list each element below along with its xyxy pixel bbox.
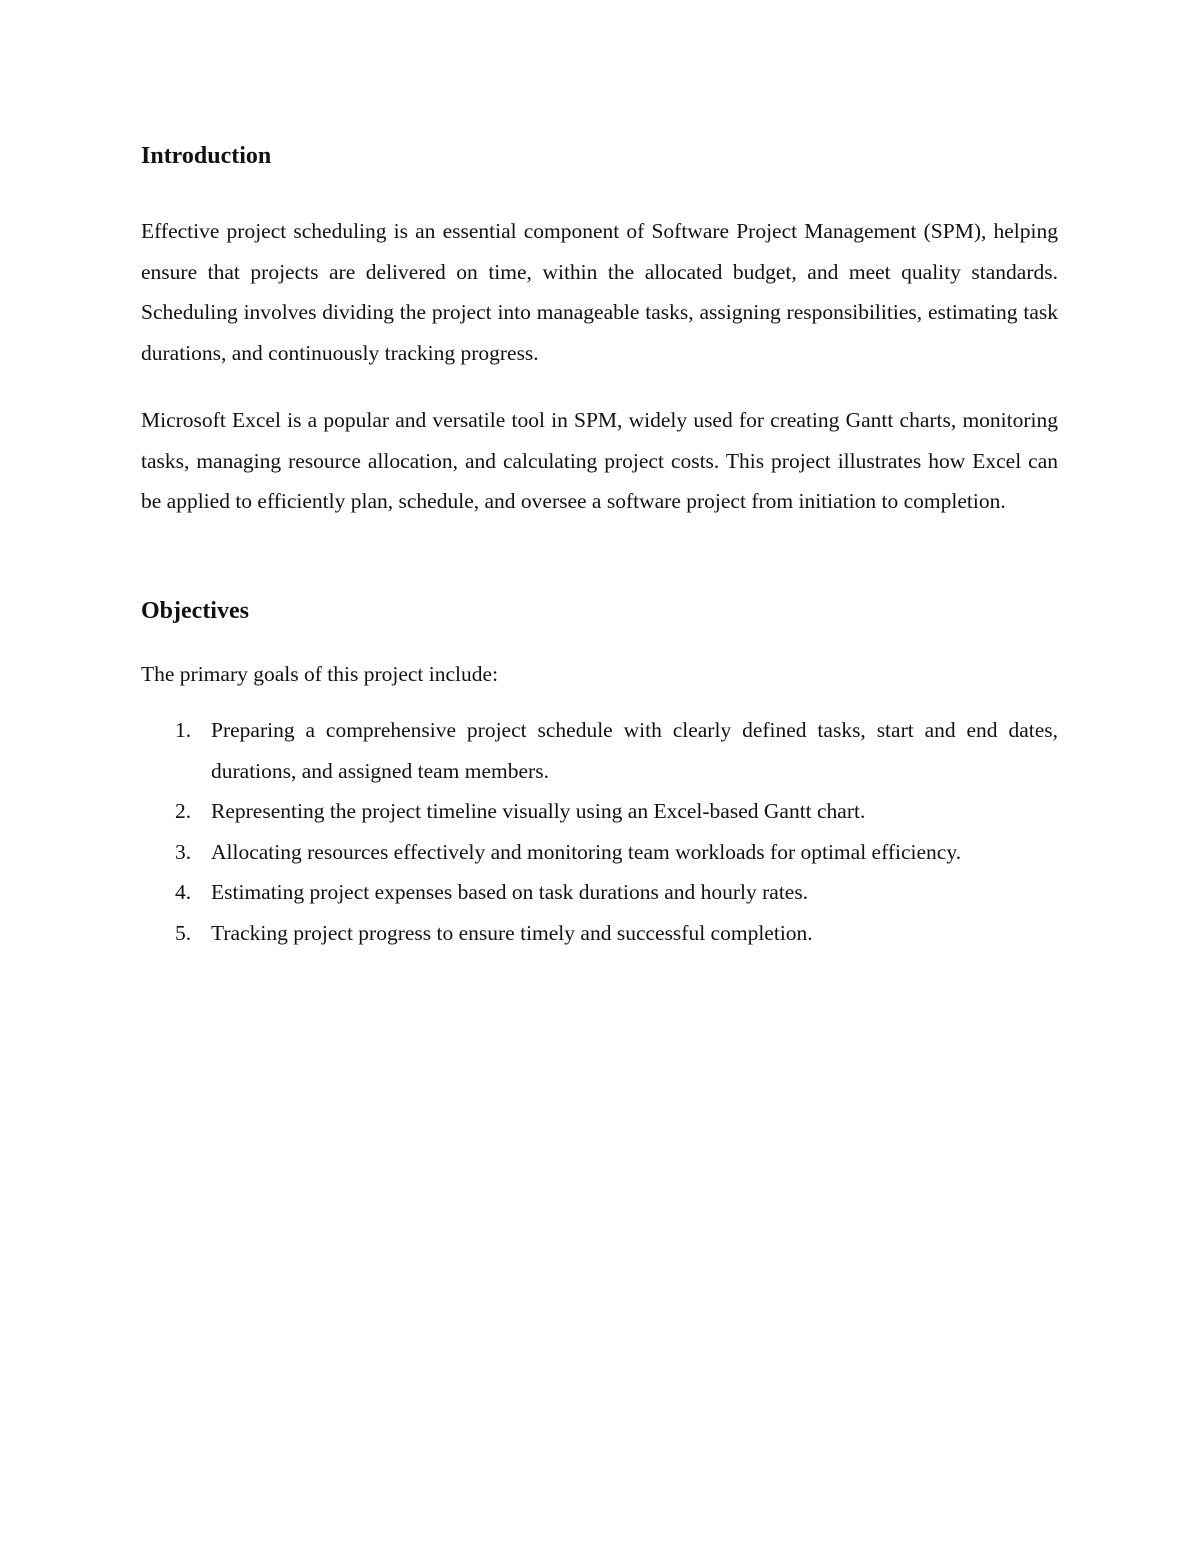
list-item	[141, 710, 1058, 791]
list-item	[141, 832, 1058, 873]
list-item	[141, 872, 1058, 913]
list-item-number: 4.	[175, 880, 192, 904]
list-item-text: Representing the project timeline visually using an Excel-based Gantt chart.	[211, 799, 866, 823]
list-item-number: 2.	[175, 799, 192, 823]
list-item-number: 1.	[175, 718, 192, 742]
objectives-lead: The primary goals of this project include:	[141, 662, 499, 686]
introduction-paragraph: Microsoft Excel is a popular and versatile tool in SPM, widely used for creating Gantt charts, monitoring tasks, managing resource allocation, and calculating project costs. This project illustrates how Excel can be applied to efficiently plan, schedule, and oversee a software project from initiation to completion.	[141, 408, 1058, 513]
list-item-number: 3.	[175, 839, 192, 864]
list-item-text: Preparing a comprehensive project schedule with clearly defined tasks, start and end dates, durations, and assigned team members.	[211, 718, 1058, 783]
list-item-text: Estimating project expenses based on task durations and hourly rates.	[211, 880, 809, 904]
introduction-paragraph: Effective project scheduling is an essential component of Software Project Management (SPM), helping ensure that projects are delivered on time, within the allocated budget, and meet quality standards. Scheduling involves dividing the project into manageable tasks, assigning responsibilities, estimating task durations, and continuously tracking progress.	[141, 219, 1058, 365]
list-item-number: 5.	[175, 920, 192, 945]
objectives-heading: Objectives	[141, 598, 249, 624]
introduction-heading: Introduction	[141, 143, 272, 169]
list-item	[141, 791, 1058, 832]
list-item	[141, 913, 1058, 954]
list-item-text: Tracking project progress to ensure timely and successful completion.	[211, 920, 813, 945]
objectives-list	[141, 710, 1058, 953]
list-item-text: Allocating resources effectively and monitoring team workloads for optimal efficiency.	[211, 839, 962, 864]
